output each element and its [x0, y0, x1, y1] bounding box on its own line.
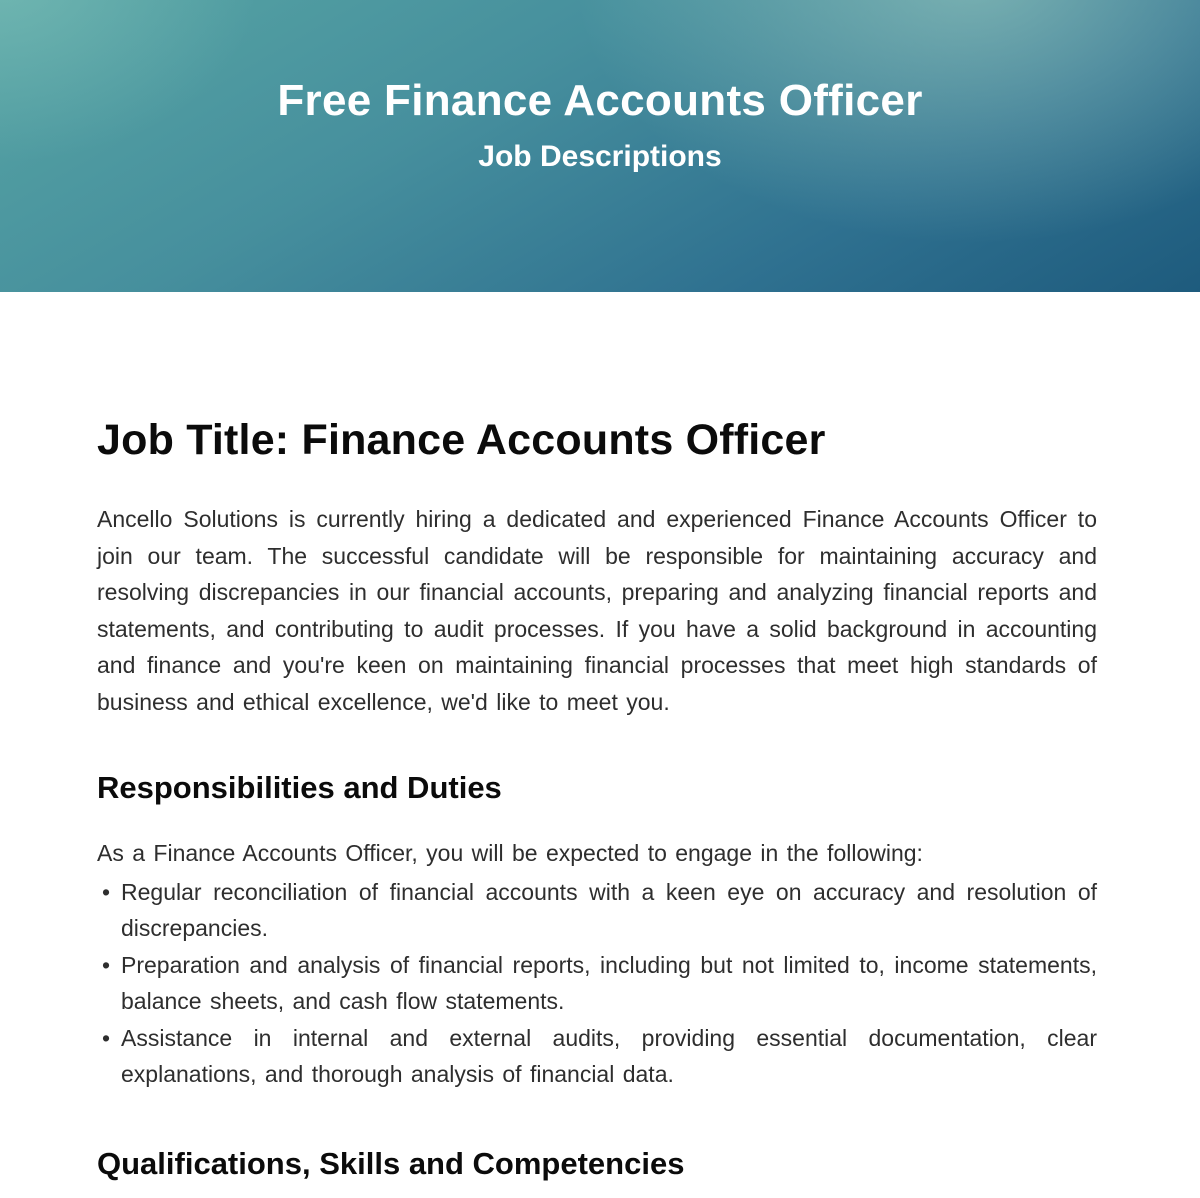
section-heading-responsibilities: Responsibilities and Duties	[97, 770, 502, 806]
job-title-heading: Job Title: Finance Accounts Officer	[97, 416, 826, 464]
banner-title: Free Finance Accounts Officer	[277, 76, 923, 125]
intro-paragraph: Ancello Solutions is currently hiring a dedicated and experienced Finance Accounts Officer to join our team. The successful candidate will be responsible for maintaining accuracy and resolving discrepancies in our financial accounts, preparing and analyzing financial reports and statements, and contributing to audit processes. If you have a solid background in accounting and finance and you're keen on maintaining financial processes that meet high standards of business and ethical excellence, we'd like to meet you.	[97, 506, 1097, 715]
list-item: • Regular reconciliation of financial accounts with a keen eye on accuracy and resolution of discrepancies.	[97, 874, 1097, 947]
document-body	[0, 417, 1200, 1182]
banner-subtitle: Job Descriptions	[478, 139, 722, 173]
section-heading-qualifications: Qualifications, Skills and Competencies	[97, 1145, 685, 1181]
list-item: • Assistance in internal and external audits, providing essential documentation, clear explanations, and thorough analysis of financial data.	[97, 1020, 1097, 1093]
banner	[0, 0, 1200, 292]
responsibilities-list	[97, 874, 1097, 1093]
list-item: • Preparation and analysis of financial reports, including but not limited to, income statements, balance sheets, and cash flow statements.	[97, 947, 1097, 1020]
responsibilities-lead: As a Finance Accounts Officer, you will be expected to engage in the following:	[97, 840, 923, 867]
